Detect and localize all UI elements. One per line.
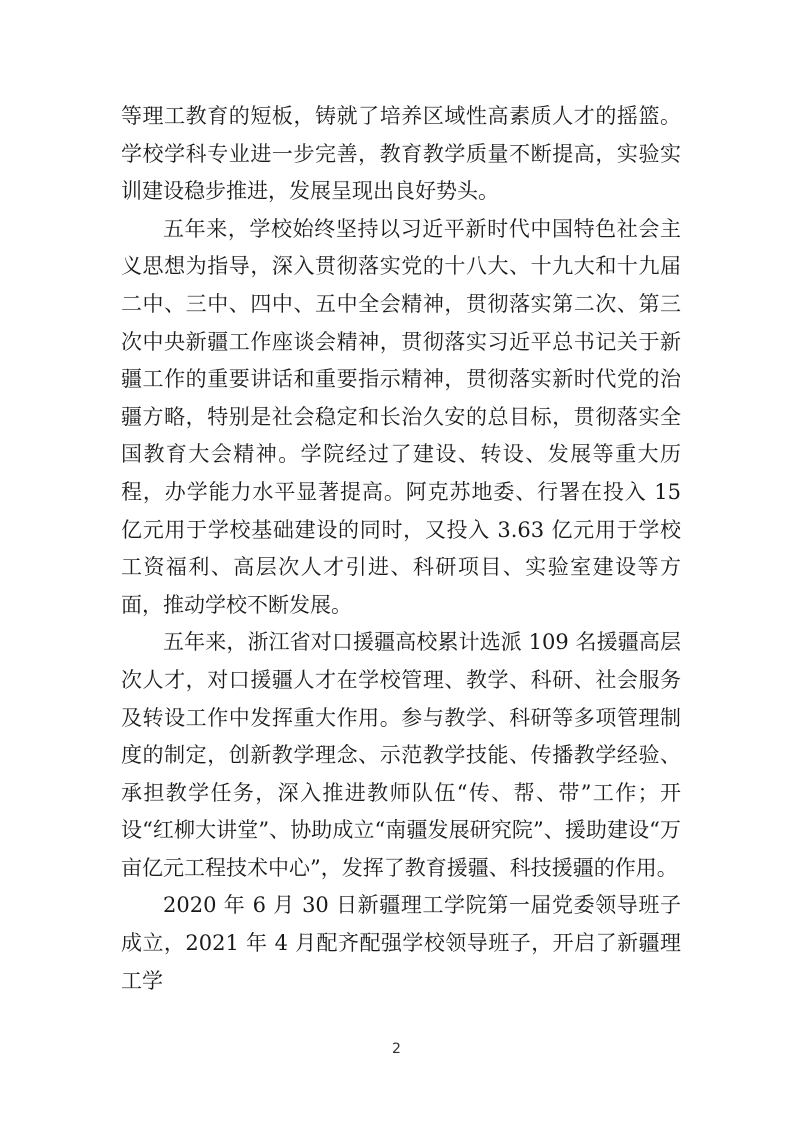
paragraph-1: 等理工教育的短板，铸就了培养区域性高素质人才的摇篮。学校学科专业进一步完善，教育教学质量不断提高，实验实训建设稳步推进，发展呈现出良好势头。 bbox=[121, 104, 681, 204]
page-number: 2 bbox=[392, 1041, 401, 1057]
paragraph-3: 五年来，浙江省对口援疆高校累计选派 109 名援疆高层次人才，对口援疆人才在学校管理、教学、科研、社会服务及转设工作中发挥重大作用。参与教学、科研等多项管理制度的制定，创新教学理念、示范教学技能、传播教学经验、承担教学任务，深入推进教师队伍“传、帮、带”工作；开设“红柳大讲堂”、协助成立“南疆发展研究院”、援助建设“万亩亿元工程技术中心”，发挥了教育援疆、科技援疆的作用。 bbox=[121, 630, 681, 880]
paragraph-4: 2020 年 6 月 30 日新疆理工学院第一届党委领导班子成立，2021 年 4 月配齐配强学校领导班子，开启了新疆理工学 bbox=[121, 893, 681, 993]
paragraph-2: 五年来，学校始终坚持以习近平新时代中国特色社会主义思想为指导，深入贯彻落实党的十八大、十九大和十九届二中、三中、四中、五中全会精神，贯彻落实第二次、第三次中央新疆工作座谈会精神，贯彻落实习近平总书记关于新疆工作的重要讲话和重要指示精神，贯彻落实新时代党的治疆方略，特别是社会稳定和长治久安的总目标，贯彻落实全国教育大会精神。学院经过了建设、转设、发展等重大历程，办学能力水平显著提高。阿克苏地委、行署在投入 15 亿元用于学校基础建设的同时，又投入 3.63 亿元用于学校工资福利、高层次人才引进、科研项目、实验室建设等方面，推动学校不断发展。 bbox=[121, 216, 681, 617]
body-text bbox=[121, 98, 681, 1000]
